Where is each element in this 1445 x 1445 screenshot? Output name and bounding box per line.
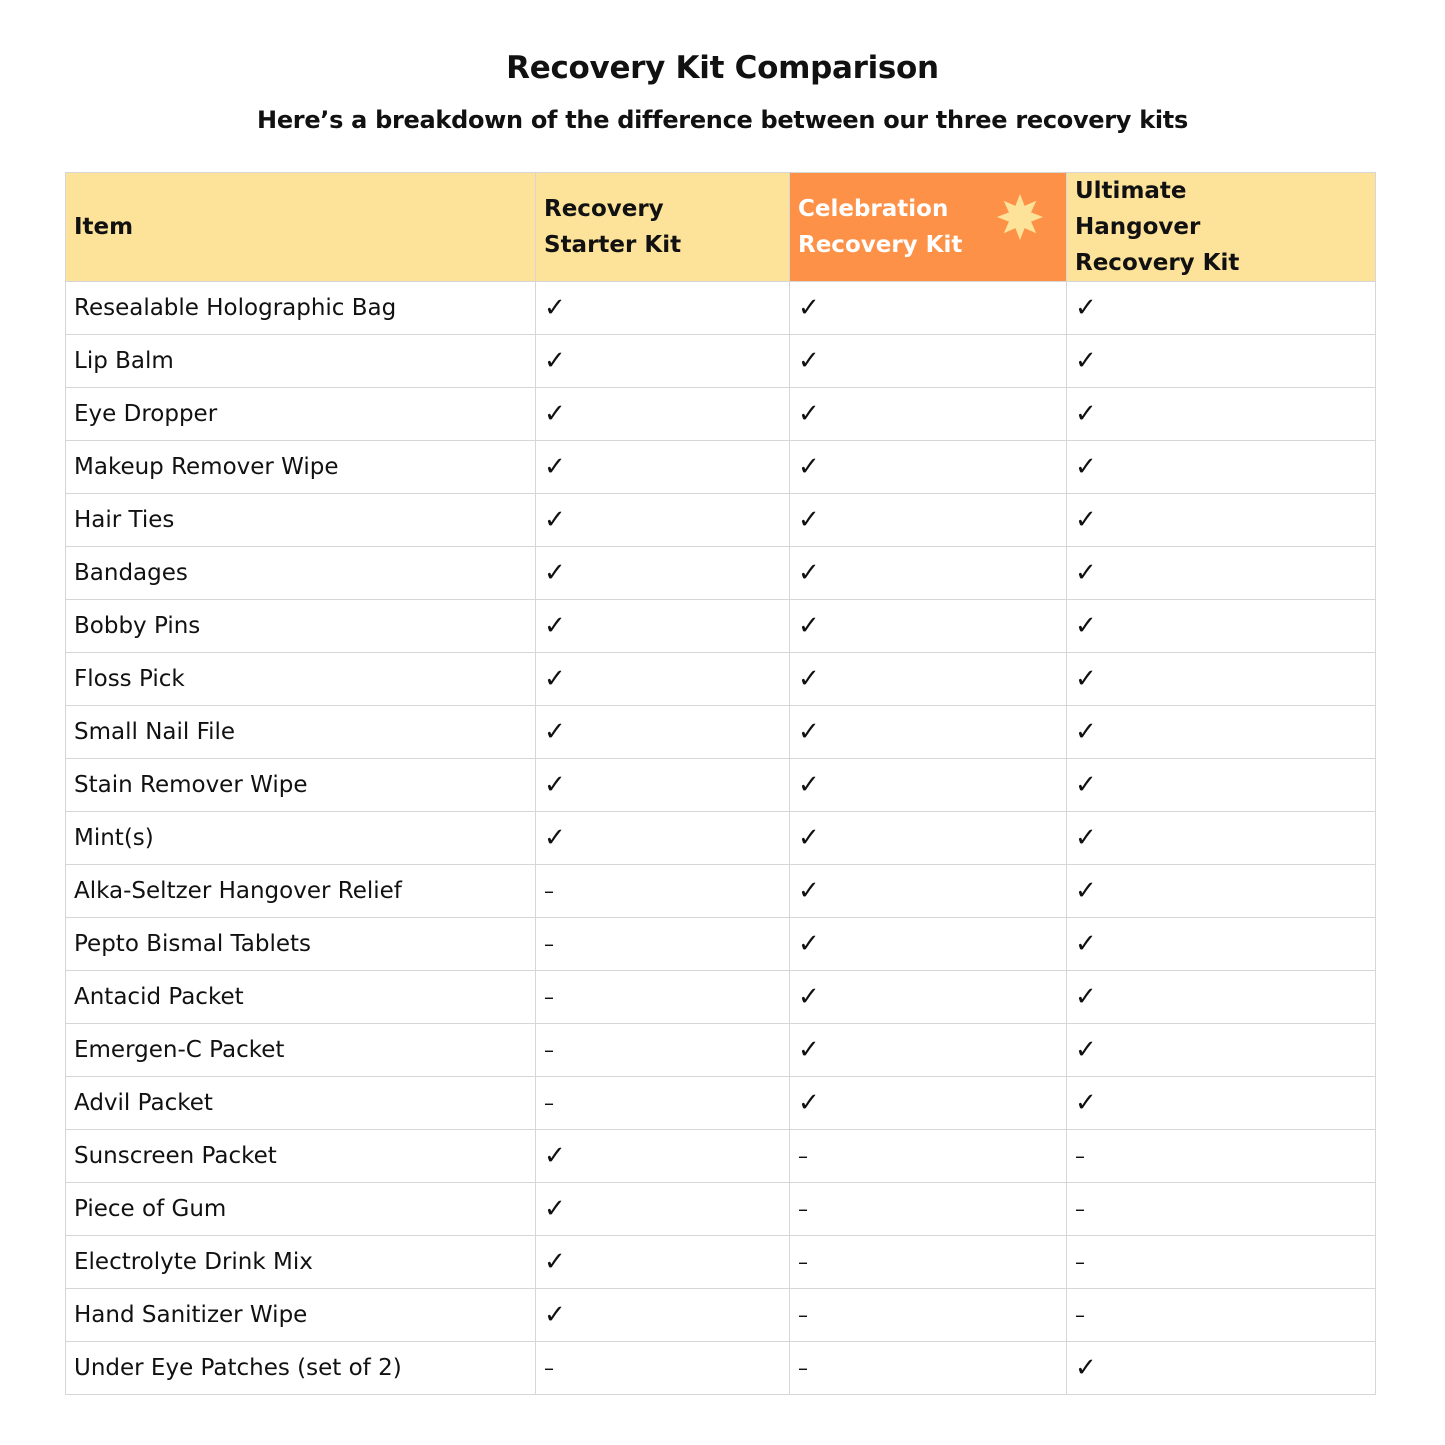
- item-name-cell: Under Eye Patches (set of 2): [66, 1342, 536, 1395]
- kit-availability-cell: [536, 1024, 790, 1077]
- checkmark-icon: ✓: [798, 981, 820, 1012]
- table-row: [66, 1289, 1376, 1342]
- item-name-cell: Electrolyte Drink Mix: [66, 1236, 536, 1289]
- kit-availability-cell: [1067, 1183, 1376, 1236]
- item-name-cell: Advil Packet: [66, 1077, 536, 1130]
- checkmark-icon: ✓: [544, 1140, 566, 1171]
- kit-availability-cell: [1067, 918, 1376, 971]
- item-name-cell: Alka-Seltzer Hangover Relief: [66, 865, 536, 918]
- table-row: [66, 1236, 1376, 1289]
- kit-availability-cell: [1067, 388, 1376, 441]
- kit-availability-cell: [1067, 1077, 1376, 1130]
- kit-availability-cell: [790, 1236, 1067, 1289]
- checkmark-icon: ✓: [1075, 345, 1097, 376]
- table-row: [66, 600, 1376, 653]
- kit-availability-cell: [790, 1024, 1067, 1077]
- checkmark-icon: ✓: [798, 1087, 820, 1118]
- dash-icon: –: [798, 1303, 808, 1327]
- item-name-cell: Small Nail File: [66, 706, 536, 759]
- table-row: [66, 1342, 1376, 1395]
- table-row: [66, 441, 1376, 494]
- kit-availability-cell: [790, 706, 1067, 759]
- checkmark-icon: ✓: [544, 822, 566, 853]
- kit-availability-cell: [790, 282, 1067, 335]
- kit-availability-cell: [790, 1130, 1067, 1183]
- table-body: [66, 282, 1376, 1395]
- item-name-cell: Emergen-C Packet: [66, 1024, 536, 1077]
- table-row: [66, 335, 1376, 388]
- column-header-label: Item: [74, 214, 134, 240]
- checkmark-icon: ✓: [1075, 451, 1097, 482]
- kit-availability-cell: [1067, 971, 1376, 1024]
- kit-availability-cell: [1067, 547, 1376, 600]
- page-subtitle: Here’s a breakdown of the difference between our three recovery kits: [257, 106, 1188, 134]
- checkmark-icon: ✓: [798, 345, 820, 376]
- kit-availability-cell: [790, 1077, 1067, 1130]
- checkmark-icon: ✓: [544, 451, 566, 482]
- item-name-cell: Mint(s): [66, 812, 536, 865]
- kit-availability-cell: [536, 441, 790, 494]
- kit-availability-cell: [790, 1289, 1067, 1342]
- checkmark-icon: ✓: [1075, 822, 1097, 853]
- checkmark-icon: ✓: [1075, 1034, 1097, 1065]
- checkmark-icon: ✓: [1075, 928, 1097, 959]
- kit-availability-cell: [1067, 812, 1376, 865]
- checkmark-icon: ✓: [798, 716, 820, 747]
- kit-availability-cell: [536, 282, 790, 335]
- table-row: [66, 1183, 1376, 1236]
- dash-icon: –: [1075, 1197, 1085, 1221]
- table-row: [66, 1024, 1376, 1077]
- kit-availability-cell: [790, 653, 1067, 706]
- kit-availability-cell: [790, 1183, 1067, 1236]
- kit-availability-cell: [536, 547, 790, 600]
- table-row: [66, 706, 1376, 759]
- dash-icon: –: [544, 932, 554, 956]
- kit-availability-cell: [790, 600, 1067, 653]
- checkmark-icon: ✓: [1075, 875, 1097, 906]
- dash-icon: –: [798, 1197, 808, 1221]
- table-row: [66, 282, 1376, 335]
- column-header-label: Celebration Recovery Kit: [798, 196, 963, 258]
- kit-availability-cell: [1067, 1236, 1376, 1289]
- item-name-cell: Eye Dropper: [66, 388, 536, 441]
- checkmark-icon: ✓: [1075, 557, 1097, 588]
- kit-availability-cell: [536, 812, 790, 865]
- item-name-cell: Resealable Holographic Bag: [66, 282, 536, 335]
- checkmark-icon: ✓: [1075, 769, 1097, 800]
- kit-availability-cell: [536, 335, 790, 388]
- table-row: [66, 388, 1376, 441]
- kit-availability-cell: [790, 547, 1067, 600]
- table-row: [66, 971, 1376, 1024]
- item-name-cell: Bobby Pins: [66, 600, 536, 653]
- starburst-icon: [996, 193, 1044, 241]
- checkmark-icon: ✓: [544, 769, 566, 800]
- kit-availability-cell: [536, 1130, 790, 1183]
- table-row: [66, 547, 1376, 600]
- kit-availability-cell: [1067, 653, 1376, 706]
- checkmark-icon: ✓: [798, 822, 820, 853]
- dash-icon: –: [544, 1356, 554, 1380]
- checkmark-icon: ✓: [798, 610, 820, 641]
- checkmark-icon: ✓: [798, 557, 820, 588]
- kit-availability-cell: [1067, 335, 1376, 388]
- kit-availability-cell: [536, 653, 790, 706]
- dash-icon: –: [798, 1250, 808, 1274]
- column-header-item: [66, 173, 536, 282]
- kit-availability-cell: [790, 1342, 1067, 1395]
- table-row: [66, 812, 1376, 865]
- kit-availability-cell: [790, 441, 1067, 494]
- kit-availability-cell: [1067, 600, 1376, 653]
- dash-icon: –: [798, 1356, 808, 1380]
- table-row: [66, 494, 1376, 547]
- kit-availability-cell: [536, 1077, 790, 1130]
- kit-availability-cell: [536, 918, 790, 971]
- kit-availability-cell: [790, 865, 1067, 918]
- checkmark-icon: ✓: [544, 398, 566, 429]
- item-name-cell: Sunscreen Packet: [66, 1130, 536, 1183]
- kit-availability-cell: [536, 388, 790, 441]
- checkmark-icon: ✓: [798, 292, 820, 323]
- kit-availability-cell: [536, 494, 790, 547]
- item-name-cell: Hand Sanitizer Wipe: [66, 1289, 536, 1342]
- checkmark-icon: ✓: [544, 504, 566, 535]
- checkmark-icon: ✓: [544, 1193, 566, 1224]
- table-row: [66, 759, 1376, 812]
- table-row: [66, 865, 1376, 918]
- checkmark-icon: ✓: [1075, 981, 1097, 1012]
- checkmark-icon: ✓: [544, 663, 566, 694]
- checkmark-icon: ✓: [544, 1246, 566, 1277]
- checkmark-icon: ✓: [544, 292, 566, 323]
- dash-icon: –: [798, 1144, 808, 1168]
- item-name-cell: Lip Balm: [66, 335, 536, 388]
- kit-availability-cell: [1067, 1342, 1376, 1395]
- item-name-cell: Stain Remover Wipe: [66, 759, 536, 812]
- kit-availability-cell: [790, 388, 1067, 441]
- checkmark-icon: ✓: [798, 1034, 820, 1065]
- kit-availability-cell: [790, 812, 1067, 865]
- item-name-cell: Floss Pick: [66, 653, 536, 706]
- kit-availability-cell: [1067, 282, 1376, 335]
- dash-icon: –: [544, 985, 554, 1009]
- kit-availability-cell: [536, 600, 790, 653]
- kit-availability-cell: [536, 1289, 790, 1342]
- kit-availability-cell: [790, 918, 1067, 971]
- checkmark-icon: ✓: [798, 504, 820, 535]
- table-row: [66, 653, 1376, 706]
- checkmark-icon: ✓: [1075, 398, 1097, 429]
- checkmark-icon: ✓: [1075, 292, 1097, 323]
- page-title: Recovery Kit Comparison: [506, 50, 939, 86]
- item-name-cell: Antacid Packet: [66, 971, 536, 1024]
- table-row: [66, 1077, 1376, 1130]
- table-header-row: [66, 173, 1376, 282]
- item-name-cell: Piece of Gum: [66, 1183, 536, 1236]
- checkmark-icon: ✓: [1075, 610, 1097, 641]
- dash-icon: –: [1075, 1250, 1085, 1274]
- checkmark-icon: ✓: [798, 398, 820, 429]
- dash-icon: –: [1075, 1144, 1085, 1168]
- dash-icon: –: [544, 1091, 554, 1115]
- kit-availability-cell: [1067, 706, 1376, 759]
- kit-availability-cell: [1067, 494, 1376, 547]
- checkmark-icon: ✓: [798, 451, 820, 482]
- checkmark-icon: ✓: [798, 769, 820, 800]
- kit-availability-cell: [1067, 1289, 1376, 1342]
- kit-availability-cell: [536, 759, 790, 812]
- kit-availability-cell: [790, 335, 1067, 388]
- kit-availability-cell: [790, 759, 1067, 812]
- item-name-cell: Bandages: [66, 547, 536, 600]
- checkmark-icon: ✓: [1075, 716, 1097, 747]
- comparison-table: [65, 172, 1376, 1395]
- kit-availability-cell: [790, 494, 1067, 547]
- checkmark-icon: ✓: [544, 1299, 566, 1330]
- item-name-cell: Makeup Remover Wipe: [66, 441, 536, 494]
- kit-availability-cell: [1067, 441, 1376, 494]
- item-name-cell: Pepto Bismal Tablets: [66, 918, 536, 971]
- table-row: [66, 918, 1376, 971]
- checkmark-icon: ✓: [798, 663, 820, 694]
- table-row: [66, 1130, 1376, 1183]
- dash-icon: –: [544, 879, 554, 903]
- checkmark-icon: ✓: [544, 345, 566, 376]
- kit-availability-cell: [536, 706, 790, 759]
- dash-icon: –: [544, 1038, 554, 1062]
- column-header-label: Ultimate Hangover Recovery Kit: [1075, 178, 1240, 276]
- column-header-recovery-starter-kit: [536, 173, 790, 282]
- column-header-ultimate-hangover-recovery-kit: [1067, 173, 1376, 282]
- checkmark-icon: ✓: [1075, 1352, 1097, 1383]
- checkmark-icon: ✓: [1075, 663, 1097, 694]
- dash-icon: –: [1075, 1303, 1085, 1327]
- item-name-cell: Hair Ties: [66, 494, 536, 547]
- checkmark-icon: ✓: [1075, 1087, 1097, 1118]
- checkmark-icon: ✓: [544, 716, 566, 747]
- checkmark-icon: ✓: [798, 875, 820, 906]
- kit-availability-cell: [536, 1236, 790, 1289]
- checkmark-icon: ✓: [544, 610, 566, 641]
- kit-availability-cell: [1067, 865, 1376, 918]
- kit-availability-cell: [1067, 1130, 1376, 1183]
- column-header-label: Recovery Starter Kit: [544, 196, 682, 258]
- kit-availability-cell: [1067, 1024, 1376, 1077]
- kit-availability-cell: [1067, 759, 1376, 812]
- checkmark-icon: ✓: [544, 557, 566, 588]
- kit-availability-cell: [536, 865, 790, 918]
- checkmark-icon: ✓: [1075, 504, 1097, 535]
- checkmark-icon: ✓: [798, 928, 820, 959]
- kit-availability-cell: [536, 1342, 790, 1395]
- column-header-celebration-recovery-kit: [790, 173, 1067, 282]
- kit-availability-cell: [790, 971, 1067, 1024]
- kit-availability-cell: [536, 1183, 790, 1236]
- kit-availability-cell: [536, 971, 790, 1024]
